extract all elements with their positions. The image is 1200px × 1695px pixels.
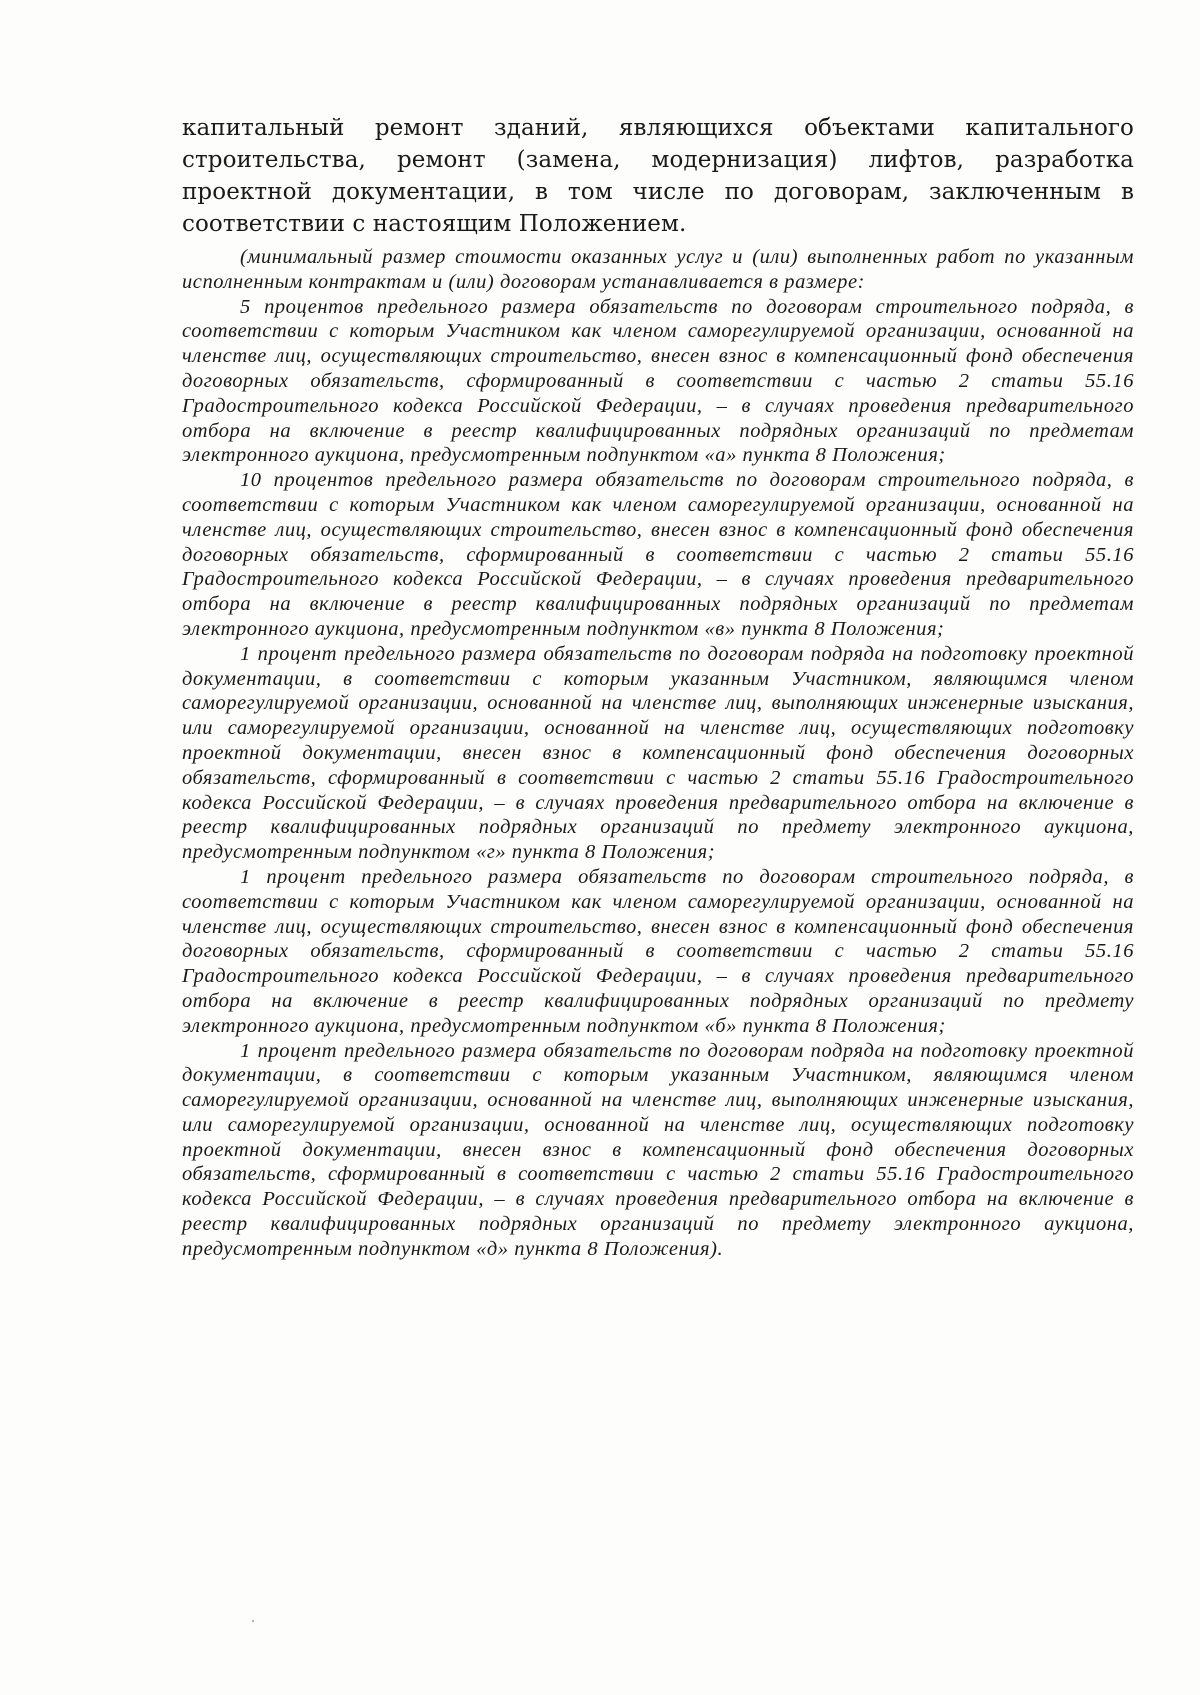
intro-paragraph: капитальный ремонт зданий, являющихся объектами капитального строительства, ремонт (замена, модернизация) лифтов, разработка проектной документации, в том числе по договорам, заключенным в соответствии с настоящим Положением.: [182, 115, 1134, 237]
scan-speck: [252, 1620, 254, 1622]
paragraph-minimum-size-note: (минимальный размер стоимости оказанных услуг и (или) выполненных работ по указанным исполненным контрактам и (или) договорам устанавливается в размере:: [182, 246, 1134, 293]
paragraph-item-1-percent-construction-b: 1 процент предельного размера обязательств по договорам строительного подряда, в соответствии с которым Участником как членом саморегулируемой организации, основанной на членстве лиц, осуществляющих строительство, внесен взнос в компенсационный фонд обеспечения договорных обязательств, сформированный в соответствии с частью 2 статьи 55.16 Градостроительного кодекса Российской Федерации, – в случаях проведения предварительного отбора на включение в реестр квалифицированных подрядных организаций по предмету электронного аукциона, предусмотренным подпунктом «б» пункта 8 Положения;: [182, 865, 1134, 1037]
paragraph-item-1-percent-design-d: 1 процент предельного размера обязательств по договорам подряда на подготовку проектной документации, в соответствии с которым указанным Участником, являющимся членом саморегулируемой организации, основанной на членстве лиц, выполняющих инженерные изыскания, или саморегулируемой организации, основанной на членстве лиц, осуществляющих подготовку проектной документации, внесен взнос в компенсационный фонд обеспечения договорных обязательств, сформированный в соответствии с частью 2 статьи 55.16 Градостроительного кодекса Российской Федерации, – в случаях проведения предварительного отбора на включение в реестр квалифицированных подрядных организаций по предмету электронного аукциона, предусмотренным подпунктом «д» пункта 8 Положения).: [182, 1039, 1134, 1260]
paragraph-item-1-percent-design-g: 1 процент предельного размера обязательств по договорам подряда на подготовку проектной документации, в соответствии с которым указанным Участником, являющимся членом саморегулируемой организации, основанной на членстве лиц, выполняющих инженерные изыскания, или саморегулируемой организации, основанной на членстве лиц, осуществляющих подготовку проектной документации, внесен взнос в компенсационный фонд обеспечения договорных обязательств, сформированный в соответствии с частью 2 статьи 55.16 Градостроительного кодекса Российской Федерации, – в случаях проведения предварительного отбора на включение в реестр квалифицированных подрядных организаций по предмету электронного аукциона, предусмотренным подпунктом «г» пункта 8 Положения;: [182, 642, 1134, 864]
italic-text-block: [182, 245, 1134, 1262]
paragraph-item-5-percent: 5 процентов предельного размера обязательств по договорам строительного подряда, в соответствии с которым Участником как членом саморегулируемой организации, основанной на членстве лиц, осуществляющих строительство, внесен взнос в компенсационный фонд обеспечения договорных обязательств, сформированный в соответствии с частью 2 статьи 55.16 Градостроительного кодекса Российской Федерации, – в случаях проведения предварительного отбора на включение в реестр квалифицированных подрядных организаций по предметам электронного аукциона, предусмотренным подпунктом «а» пункта 8 Положения;: [182, 295, 1134, 467]
intro-text-block: [182, 112, 1134, 240]
paragraph-item-10-percent: 10 процентов предельного размера обязательств по договорам строительного подряда, в соответствии с которым Участником как членом саморегулируемой организации, основанной на членстве лиц, осуществляющих строительство, внесен взнос в компенсационный фонд обеспечения договорных обязательств, сформированный в соответствии с частью 2 статьи 55.16 Градостроительного кодекса Российской Федерации, – в случаях проведения предварительного отбора на включение в реестр квалифицированных подрядных организаций по предметам электронного аукциона, предусмотренным подпунктом «в» пункта 8 Положения;: [182, 469, 1134, 640]
